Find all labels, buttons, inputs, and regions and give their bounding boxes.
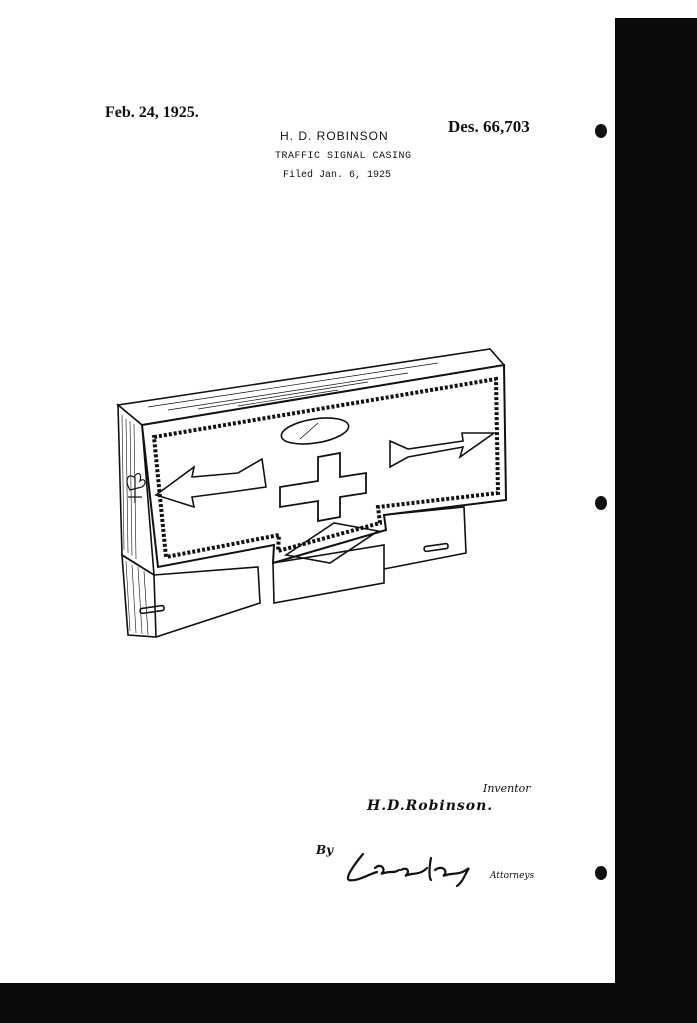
- inventor-name: H. D. ROBINSON: [280, 129, 389, 143]
- inventor-label: Inventor: [483, 782, 531, 795]
- attorney-signature: [335, 848, 495, 888]
- patent-date: Feb. 24, 1925.: [105, 104, 199, 121]
- punch-hole-middle: [595, 496, 607, 510]
- punch-hole-top: [595, 124, 607, 138]
- patent-number: Des. 66,703: [448, 117, 530, 136]
- patent-title: TRAFFIC SIGNAL CASING: [275, 151, 412, 162]
- traffic-signal-casing-drawing: [108, 345, 518, 645]
- scan-edge-bottom: [0, 983, 697, 1023]
- scan-edge-right: [615, 18, 697, 1023]
- inventor-signature: H.D.Robinson.: [367, 798, 494, 814]
- punch-hole-bottom: [595, 866, 607, 880]
- by-label: By: [316, 843, 334, 857]
- filed-date: Filed Jan. 6, 1925: [283, 170, 392, 181]
- attorney-label: Attorneys: [490, 871, 535, 881]
